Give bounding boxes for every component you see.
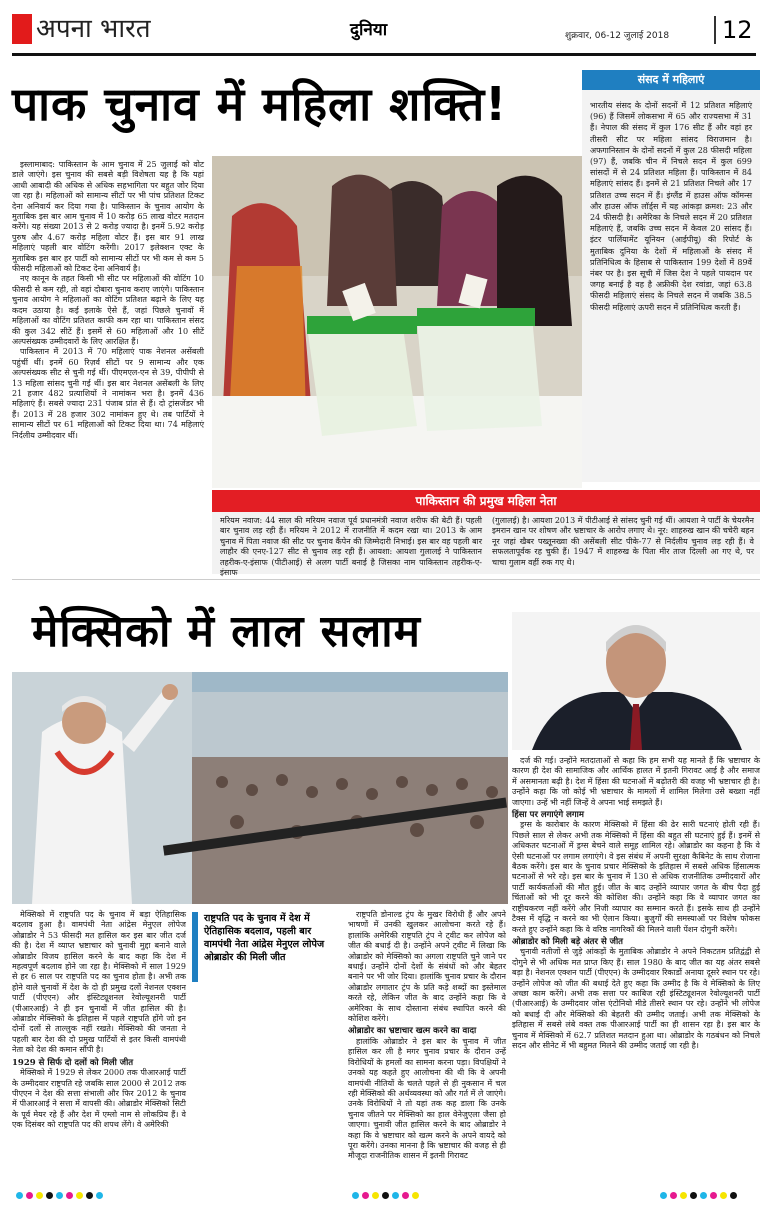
leaders-title: पाकिस्तान की प्रमुख महिला नेता xyxy=(415,494,557,508)
mexico-paragraph: मेक्सिको में राष्ट्रपति पद के चुनाव में बड़ा ऐतिहासिक बदलाव हुआ है। वामपंथी नेता आंद्रेस मेनुएल लोपेज ओब्राडोर ने 53 फीसदी मत हासिल कर इस बार जीत दर्ज की है। देश में व्याप्त भ्रष्टाचार को चुनावी मुद्दा बनाने वाले ओब्राडोर विजय हासिल करने के बाद कहा कि देश में महत्वपूर्ण बदलाव होने जा रहा है। मेक्सिको में साल 1929 से हर 6 साल पर राष्ट्रपति पद का चुनाव होता है। अभी तक होने वाले चुनावों में देश के दो ही प्रमुख दलों नेशनल एक्शन पार्टी (पीएएन) और इंस्टिट्यूशनल रेवोल्यूशनरी पार्टी (पीआरआई) ने ही इन चुनावों में जीत हासिल की है। ओब्राडोर मेक्सिको के इतिहास में पहले राष्ट्रपति होंगे जो इन दोनों दलों से ताल्लुक नहीं रखते। मेक्सिको की जनता ने पहली बार देश की दो प्रमुख पार्टियों से इतर किसी वामपंथी नेता को देश की कमान सौंपी है। xyxy=(12,910,186,1055)
mexico-right-column xyxy=(512,756,760,1176)
mexico-rally-photo xyxy=(12,672,508,904)
brand-name: अपना भारत xyxy=(36,14,151,44)
women-parliament-sidebar xyxy=(582,70,760,482)
sidebar-title: संसद में महिलाएं xyxy=(582,70,760,90)
mexico-subheading: ओब्राडोर को मिली बड़े अंतर से जीत xyxy=(512,936,624,947)
mexico-column-a xyxy=(12,910,186,1176)
leaders-text-left: मरियम नवाज: 44 साल की मरियम नवाज पूर्व प्रधानमंत्री नवाज शरीफ की बेटी हैं। पहली बार चुनाव लड़ रही हैं। मरियम ने 2012 में राजनीति में कदम रखा था। 2013 के आम चुनाव में पिता नवाज की सीट पर चुनाव कैंपेन की जिम्मेदारी निभाई। इस बार वह पहली बार लाहौर की एनए-127 सीट से चुनाव लड़ रही हैं। आयशा: आयशा गुलालई ने पाकिस्तान तहरीक-ए-इंसाफ (पीटीआई) से अलग पार्टी बनाई है जिसका नाम पाकिस्तान तहरीक-ए-इंसाफ xyxy=(220,516,482,578)
pakistan-voting-photo xyxy=(212,156,582,488)
page-number: 12 xyxy=(722,16,753,44)
pakistan-story xyxy=(12,60,760,580)
portrait-image xyxy=(512,612,760,750)
pakistan-headline: पाक चुनाव में महिला शक्ति! xyxy=(12,77,508,131)
masthead-rule xyxy=(12,53,756,56)
mexico-paragraph: चुनावी नतीजों से जुड़े आंकड़ों के मुताबिक ओब्राडोर ने अपने निकटतम प्रतिद्वंद्वी से दोगुने से भी अधिक मत प्राप्त किए हैं। साल 1980 के बाद जीत का यह अंतर सबसे बड़ा है। नेशनल एक्शन पार्टी (पीएएन) के उम्मीदवार रिकार्डो अनाया दूसरे स्थान पर रहे। उन्होंने लोपेज को जीत की बधाई देते हुए कहा कि उम्मीद है कि वे मेक्सिको के लिए अच्छा काम करेंगे। अभी तक सत्ता पर काबिज रही इंस्टिट्यूशनल रेवोल्यूशनरी पार्टी (पीआरआई) के उम्मीदवार जोस एंटोनियो मीडे तीसरे स्थान पर रहे। उन्होंने भी लोपेज को बधाई दी और मेक्सिको की बेहतरी की उम्मीद जताई। अभी तक मेक्सिको के इतिहास में सबसे लंबे वक्त तक पीआरआई पार्टी का ही शासन रहा है। इस बार के चुनाव में मेक्सिको में 62.7 प्रतिशत मतदान हुआ था। ओब्राडोर के गठबंधन को निचले सदन और सीनेट में भी बहुमत मिलने की उम्मीद जताई जा रही है। xyxy=(512,947,760,1050)
mexico-subheading: हिंसा पर लगाएंगे लगाम xyxy=(512,810,584,821)
pullquote-text: राष्ट्रपति पद के चुनाव में देश में ऐतिहासिक बदलाव, पहली बार वामपंथी नेता आंद्रेस मेनुएल लोपेज ओब्राडोर की मिली जीत xyxy=(204,913,325,963)
sidebar-text: भारतीय संसद के दोनों सदनों में 12 प्रतिशत महिलाएं (96) हैं जिसमें लोकसभा में 65 और राज्यसभा में 31 हैं। नेपाल की संसद में कुल 176 सीट हैं और वहां हर तीसरी सीट पर महिला सांसद विराजमान है। अफगानिस्तान के दोनों सदनों में कुल 28 फीसदी महिला (97) हैं, जबकि चीन में निचले सदन में कुल 699 सांसदों में से 24 प्रतिशत महिला हैं। पाकिस्तान में 84 महिलाएं सांसद हैं। इनमें से 21 प्रतिशत निचले और 17 प्रतिशत उच्च सदन में हैं। इंग्लैंड में हाउस ऑफ कॉमन्स और हाउस ऑफ लॉर्ड्स में यह आंकड़ा क्रमश: 23 और 24 फीसदी है। अमेरिका के निचले सदन में 20 प्रतिशत महिलाएं हैं, जबकि उच्च सदन में केवल 20 सांसद हैं। इंटर पार्लियामेंट यूनियन (आईपीयू) की रिपोर्ट के मुताबिक दुनिया के देशों में महिलाओं के संसद में प्रतिनिधित्व के हिसाब से पाकिस्तान 199 देशों में 89वें नंबर पर है। इस सूची में जिस देश ने पहले पायदान पर जगह बनाई है वह है अफ्रीकी देश रवांडा, जहां 63.8 फीसदी महिलाएं संसद के निचले सदन में जबकि 38.5 फीसदी महिलाएं ऊपरी सदन में प्रतिनिधित्व करती हैं। xyxy=(590,101,752,312)
issue-date: शुक्रवार, 06-12 जुलाई 2018 xyxy=(565,31,670,41)
mexico-paragraph: हालांकि ओब्राडोर ने इस बार के चुनाव में जीत हासिल कर ली है मगर चुनाव प्रचार के दौरान उन्हें विरोधियों के हमलों का सामना करना पड़ा। विपक्षियों ने उनको यह कहते हुए आलोचना की थी कि वे अपनी वामपंथी नीतियों के चलते पहले से ही नुकसान में चल रही मेक्सिको की अर्थव्यवस्था को और गर्त में ले जाएंगे। उनके विरोधियों ने तो यहां तक कह डाला कि उनके चुनाव जीतने पर मेक्सिको का हाल वेनेजुएला जैसा हो जाएगा। चुनावी जीत हासिल करने के बाद ओब्राडोर ने कहा कि वे भ्रष्टाचार को खत्म करने के अपने वायदे को पूरा करेंगे। उनका मानना है कि भ्रष्टाचार की वजह से ही मौजूदा राजनीतिक शासन में इतनी गिरावट xyxy=(348,1036,506,1161)
mexico-headline: मेक्सिको में लाल सलाम xyxy=(32,606,421,657)
mexico-subheading: ओब्राडोर का भ्रष्टाचार खत्म करने का वादा xyxy=(348,1026,477,1037)
voting-scene-image xyxy=(212,156,582,488)
mexico-paragraph: राष्ट्रपति डोनाल्ड ट्रंप के मुखर विरोधी हैं और अपने भाषणों में उनकी खुलकर आलोचना करते रहे हैं। हालांकि अमेरिकी राष्ट्रपति ट्रंप ने ट्वीट कर लोपेज को जीत की बधाई दी है। उन्होंने अपने ट्वीट में लिखा कि ओब्राडोर को मेक्सिको का अगला राष्ट्रपति चुने जाने पर बधाई। उन्होंने दोनों देशों के संबंधों को और बेहतर बनाने पर भी जोर दिया। हालांकि चुनाव प्रचार के दौरान ओब्राडोर लगातार ट्रंप के प्रति कड़े शब्दों का इस्तेमाल करते रहे, लेकिन जीत के बाद उन्होंने कहा कि वे अमेरिका के साथ दोस्ताना संबंध स्थापित करने की कोशिश करेंगे। xyxy=(348,910,506,1024)
pakistan-column-text xyxy=(12,160,204,560)
print-registration-right xyxy=(660,1192,737,1199)
mexico-subheading: 1929 से सिर्फ दो दलों को मिली जीत xyxy=(12,1057,134,1068)
rally-scene-image xyxy=(12,672,508,904)
mexico-paragraph: दर्ज की गई। उन्होंने मतदाताओं से कहा कि हम सभी यह मानते हैं कि भ्रष्टाचार के कारण ही देश की सामाजिक और आर्थिक हालत में इतनी गिरावट आई है और समाज में असमानता बढ़ी है। देश में हिंसा की घटनाओं में बढ़ोतरी की वजह भी भ्रष्टाचार ही है। उन्होंने कहा कि जो कोई भी भ्रष्टाचार के मामलों में शामिल मिलेगा उसे बख्शा नहीं जाएगा। उन्हें भी नहीं जिन्हें वे अपना भाई समझते हैं। xyxy=(512,756,760,807)
brand-red-block xyxy=(12,14,32,44)
section-name: दुनिया xyxy=(350,20,388,40)
print-registration-left xyxy=(16,1192,103,1199)
leaders-box xyxy=(212,512,760,578)
leaders-title-bar xyxy=(212,490,760,512)
pakistan-paragraph: इस्लामाबाद: पाकिस्तान के आम चुनाव में 25 जुलाई को वोट डाले जाएंगे। इस चुनाव की सबसे बड़ी विशेषता यह है कि यहां आधी आबादी की अधिक से अधिक सहभागिता पर बहुत जोर दिया जा रहा है। महिलाओं को सामान्य सीटों पर भी पांच प्रतिशत टिकट देना अनिवार्य कर दिया गया है। पाकिस्तान के चुनाव आयोग के मुताबिक इस बार आम चुनाव में 10 करोड़ 65 लाख वोटर मतदान करेंगे। यह संख्या 2013 से 2 करोड़ ज्यादा है। इनमें 5.92 करोड़ पुरुष और 4.67 करोड़ महिला वोटर हैं। इस बार 91 लाख महिलाएं पहली बार वोटिंग करेंगी। 2017 इलेक्शन एक्ट के मुताबिक इस बार हर पार्टी को सामान्य सीटों पर भी कम से कम 5 फीसदी महिलाओं को टिकट देना अनिवार्य है। xyxy=(12,160,204,274)
leaders-text-right: (गुलालई) है। आयशा 2013 में पीटीआई से सांसद चुनी गई थीं। आयशा ने पार्टी के चेयरमैन इमरान खान पर शोषण और भ्रष्टाचार के आरोप लगाए थे। नूर: शाहरुख खान की चचेरी बहन नूर जहां खैबर पख्तूनख्वा की असेंबली सीट पीके-77 से निर्दलीय चुनाव लड़ रही हैं। वे सफलतापूर्वक रह चुकी हैं। 1947 में शाहरुख के पिता मीर ताज दिल्ली आ गए थे, पर चाचा गुलाम वहीं रुक गए थे। xyxy=(492,516,754,567)
obrador-portrait xyxy=(512,612,760,750)
pakistan-paragraph: पाकिस्तान में 2013 में 70 महिलाएं पाक नेशनल असेंबली पहुंचीं थीं। इनमें 60 रिज़र्व सीटों पर 9 सामान्य और एक अल्पसंख्यक सीट से चुनी गई थीं। पीएमएल-एन से 39, पीपीपी से 13 महिला सांसद चुनी गई थीं। इस बार नेशनल असेंबली के लिए 21 हजार 482 प्रत्याशियों ने नामांकन भरा है। इनमें 436 महिलाएं हैं। सबसे ज्यादा 231 पंजाब प्रांत से हैं। दो ट्रांसजेंडर भी हैं। 2013 में 28 हजार 302 नामांकन हुए थे। तब पार्टियों ने सामान्य सीटों पर 61 महिलाओं को टिकट दिया था। 74 महिलाएं निर्दलीय उम्मीदवार थीं। xyxy=(12,347,204,440)
mexico-pullquote xyxy=(192,912,342,982)
print-registration-center xyxy=(352,1192,419,1199)
mexico-story xyxy=(12,600,760,1185)
mexico-paragraph: ड्रग्स के कारोबार के कारण मेक्सिको में हिंसा की ढेर सारी घटनाएं होती रही हैं। पिछले साल से लेकर अभी तक मेक्सिको में हिंसा की बहुत सी घटनाएं हुई हैं। इनमें से अधिकतर घटनाओं में ड्रग्स बेचने वाले समूह शामिल रहे। ओब्राडोर का कहना है कि वे ऐसी घटनाओं पर लगाम लगाएंगे। वे इस संबंध में अपनी सुरक्षा कैबिनेट के साथ रोजाना बैठक करेंगे। इस बार के चुनाव प्रचार मेक्सिको के इतिहास में सबसे अधिक हिंसात्मक घटनाओं से भरे रहे। इस बार के चुनाव में 130 से अधिक राजनीतिक उम्मीदवारों और पार्टी कार्यकर्ताओं की मौत हुई। जीत के बाद उन्होंने व्यापार जगत के बीच पैदा हुई चिंताओं को भी दूर करने की कोशिश की। उन्होंने कहा कि वे व्यापार जगत का राष्ट्रीयकरण नहीं करेंगे और निजी व्यापार का सम्मान करते हैं। इसके साथ ही उन्होंने टैक्स में वृद्धि न करने का भी ऐलान किया। बुजुर्गों की समस्याओं पर विशेष फोकस करते हुए उन्होंने कहा कि वे वरिष्ठ नागरिकों की मिलने वाली पेंशन दोगुनी करेंगे। xyxy=(512,820,760,934)
mexico-paragraph: मेक्सिको में 1929 से लेकर 2000 तक पीआरआई पार्टी के उम्मीदवार राष्ट्रपति रहे जबकि साल 2000 से 2012 तक पीएएन ने देश की सत्ता संभाली और फिर 2012 के चुनाव में पीआरआई ने सत्ता में वापसी की। ओब्राडोर मेक्सिको सिटी के पूर्व मेयर रहे हैं और देश में एम्लो नाम से लोकप्रिय हैं। वे एक दिसंबर को राष्ट्रपति पद की शपथ लेंगे। वे अमेरिकी xyxy=(12,1068,186,1130)
mexico-column-b xyxy=(348,910,506,1176)
masthead xyxy=(0,12,768,50)
pakistan-paragraph: नए कानून के तहत किसी भी सीट पर महिलाओं की वोटिंग 10 फीसदी से कम रही, तो वहां दोबारा चुनाव कराए जाएंगे। पाकिस्तान चुनाव आयोग ने महिलाओं का वोटिंग प्रतिशत बढ़ाने के लिए यह कदम उठाया है। कई इलाके ऐसे हैं, जहां पिछले चुनावों में महिलाओं का वोटिंग प्रतिशत काफी कम रहा था। पाकिस्तान संसद की कुल 342 सीटें हैं। इसमें से 60 महिलाओं और 10 सीटें अल्पसंख्यक उम्मीदवारों के लिए आरक्षित हैं। xyxy=(12,274,204,346)
divider-mark xyxy=(714,16,716,44)
